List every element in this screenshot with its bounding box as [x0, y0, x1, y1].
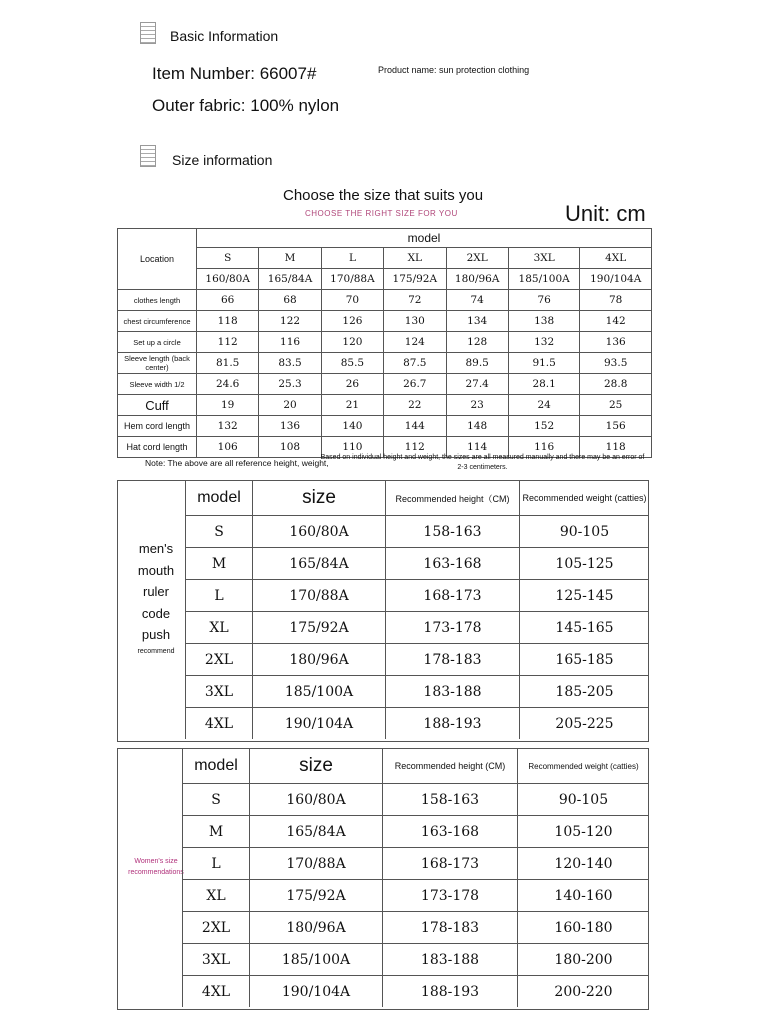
weight-cell: 145-165	[520, 612, 650, 644]
measurement-cell: 126	[321, 311, 383, 332]
measurement-cell: 19	[197, 395, 259, 416]
side-line: men's	[138, 541, 174, 556]
header-size: size	[250, 749, 383, 784]
measurement-cell: 108	[259, 437, 321, 458]
row-label: Sleeve width 1/2	[118, 374, 197, 395]
model-cell: XL	[183, 880, 250, 912]
measurement-cell: 91.5	[508, 353, 580, 374]
model-cell: S	[186, 516, 253, 548]
womens-side-label: Women's size recommendations	[128, 858, 184, 876]
measurement-cell: 156	[580, 416, 652, 437]
side-line: code	[141, 605, 171, 621]
location-header: Location	[118, 229, 197, 290]
measurement-cell: 21	[321, 395, 383, 416]
weight-cell: 105-125	[520, 548, 650, 580]
header-weight: Recommended weight (catties)	[518, 749, 650, 784]
measurement-cell: 112	[197, 332, 259, 353]
weight-cell: 90-105	[518, 784, 650, 816]
height-cell: 163-168	[386, 548, 520, 580]
product-name: Product name: sun protection clothing	[378, 65, 530, 75]
size-cell: 160/80A	[253, 516, 386, 548]
measurement-cell: 112	[384, 437, 446, 458]
recommendation-row	[183, 976, 650, 1008]
row-label: chest circumference	[118, 311, 197, 332]
spec-cell: 185/100A	[508, 269, 580, 290]
measurement-cell: 25	[580, 395, 652, 416]
spec-cell: 180/96A	[446, 269, 508, 290]
weight-cell: 160-180	[518, 912, 650, 944]
measurement-cell: 25.3	[259, 374, 321, 395]
model-cell: 4XL	[183, 976, 250, 1008]
recommendation-row	[186, 644, 650, 676]
model-cell: XL	[186, 612, 253, 644]
height-cell: 173-178	[386, 612, 520, 644]
unit-label: Unit: cm	[565, 201, 646, 226]
model-cell: M	[183, 816, 250, 848]
height-cell: 158-163	[386, 516, 520, 548]
measurement-cell: 116	[508, 437, 580, 458]
side-line: mouth	[137, 562, 175, 578]
measurement-cell: 152	[508, 416, 580, 437]
measurement-cell: 78	[580, 290, 652, 311]
weight-cell: 105-120	[518, 816, 650, 848]
measurement-cell: 116	[259, 332, 321, 353]
measurement-cell: 136	[580, 332, 652, 353]
recommendation-row	[186, 708, 650, 740]
model-cell: L	[183, 848, 250, 880]
size-cell: 3XL	[508, 248, 580, 269]
recommendation-row	[183, 816, 650, 848]
measurement-cell: 87.5	[384, 353, 446, 374]
weight-cell: 140-160	[518, 880, 650, 912]
measurement-cell: 132	[197, 416, 259, 437]
document-icon	[140, 145, 156, 167]
size-cell: 180/96A	[250, 912, 383, 944]
header-size: size	[253, 481, 386, 516]
measurement-cell: 28.1	[508, 374, 580, 395]
measurement-cell: 27.4	[446, 374, 508, 395]
size-cell: M	[259, 248, 321, 269]
size-cell: 190/104A	[253, 708, 386, 740]
measurement-cell: 70	[321, 290, 383, 311]
measurement-cell: 20	[259, 395, 321, 416]
spec-cell: 160/80A	[197, 269, 259, 290]
weight-cell: 205-225	[520, 708, 650, 740]
model-cell: M	[186, 548, 253, 580]
womens-table	[182, 749, 649, 1007]
measurement-cell: 76	[508, 290, 580, 311]
measurement-cell: 140	[321, 416, 383, 437]
height-cell: 188-193	[386, 708, 520, 740]
weight-cell: 165-185	[520, 644, 650, 676]
size-subtitle: CHOOSE THE RIGHT SIZE FOR YOU	[305, 209, 458, 218]
measurement-row	[118, 416, 652, 437]
measurement-cell: 114	[446, 437, 508, 458]
measurement-cell: 68	[259, 290, 321, 311]
header-weight: Recommended weight (catties)	[520, 481, 650, 516]
measurement-cell: 93.5	[580, 353, 652, 374]
spec-cell: 190/104A	[580, 269, 652, 290]
mens-side-label	[122, 538, 190, 658]
recommendation-row	[183, 784, 650, 816]
measurement-cell: 83.5	[259, 353, 321, 374]
size-cell: 185/100A	[250, 944, 383, 976]
recommendation-row	[183, 880, 650, 912]
measurement-cell: 124	[384, 332, 446, 353]
size-cell: 180/96A	[253, 644, 386, 676]
measurement-table	[117, 228, 652, 458]
weight-cell: 180-200	[518, 944, 650, 976]
measurement-cell: 23	[446, 395, 508, 416]
fabric-info: Outer fabric: 100% nylon	[152, 96, 340, 115]
measurement-cell: 22	[384, 395, 446, 416]
recommendation-row	[183, 944, 650, 976]
size-info-heading: Size information	[172, 152, 273, 168]
measurement-cell: 74	[446, 290, 508, 311]
height-cell: 168-173	[386, 580, 520, 612]
height-cell: 178-183	[386, 644, 520, 676]
measurement-cell: 118	[197, 311, 259, 332]
measurement-row	[118, 374, 652, 395]
measurement-cell: 148	[446, 416, 508, 437]
height-cell: 183-188	[386, 676, 520, 708]
recommendation-row	[183, 912, 650, 944]
recommendation-row	[186, 548, 650, 580]
measurement-cell: 89.5	[446, 353, 508, 374]
measurement-row	[118, 395, 652, 416]
note-text: Note: The above are all reference height, weight,	[145, 458, 329, 468]
measurement-cell: 134	[446, 311, 508, 332]
measurement-cell: 26.7	[384, 374, 446, 395]
measurement-cell: 81.5	[197, 353, 259, 374]
side-small: recommend	[137, 647, 175, 655]
measurement-cell: 144	[384, 416, 446, 437]
weight-cell: 90-105	[520, 516, 650, 548]
size-cell: 165/84A	[250, 816, 383, 848]
weight-cell: 125-145	[520, 580, 650, 612]
size-cell: 170/88A	[253, 580, 386, 612]
height-cell: 173-178	[383, 880, 518, 912]
measurement-cell: 110	[321, 437, 383, 458]
measurement-cell: 142	[580, 311, 652, 332]
size-cell: 2XL	[446, 248, 508, 269]
row-label: Hem cord length	[118, 416, 197, 437]
height-cell: 168-173	[383, 848, 518, 880]
measurement-cell: 72	[384, 290, 446, 311]
weight-cell: 200-220	[518, 976, 650, 1008]
size-cell: 185/100A	[253, 676, 386, 708]
model-cell: 2XL	[186, 644, 253, 676]
size-cell: 165/84A	[253, 548, 386, 580]
row-label: Sleeve length (back center)	[118, 353, 197, 374]
weight-cell: 185-205	[520, 676, 650, 708]
measurement-cell: 128	[446, 332, 508, 353]
recommendation-row	[183, 848, 650, 880]
measurement-cell: 130	[384, 311, 446, 332]
size-cell: 175/92A	[250, 880, 383, 912]
measurement-row	[118, 353, 652, 374]
item-number: Item Number: 66007#	[152, 64, 317, 83]
recommendation-row	[186, 580, 650, 612]
note-detail: Based on individual height and weight, the sizes are all measured manually and there may be an error of 2-3 centimeters.	[320, 454, 645, 471]
mens-table	[185, 481, 649, 739]
size-title: Choose the size that suits you	[283, 187, 484, 204]
model-cell: 2XL	[183, 912, 250, 944]
measurement-cell: 138	[508, 311, 580, 332]
size-cell: L	[321, 248, 383, 269]
row-label: Set up a circle	[118, 332, 197, 353]
row-label: Cuff	[118, 395, 197, 416]
model-cell: 3XL	[183, 944, 250, 976]
height-cell: 183-188	[383, 944, 518, 976]
size-cell: S	[197, 248, 259, 269]
measurement-cell: 66	[197, 290, 259, 311]
size-cell: 190/104A	[250, 976, 383, 1008]
measurement-cell: 132	[508, 332, 580, 353]
size-cell: XL	[384, 248, 446, 269]
measurement-row	[118, 311, 652, 332]
header-height: Recommended height (CM)	[383, 749, 518, 784]
size-cell: 175/92A	[253, 612, 386, 644]
header-model: model	[186, 481, 253, 516]
measurement-cell: 24.6	[197, 374, 259, 395]
document-icon	[140, 22, 156, 44]
size-cell: 160/80A	[250, 784, 383, 816]
spec-cell: 175/92A	[384, 269, 446, 290]
weight-cell: 120-140	[518, 848, 650, 880]
measurement-cell: 85.5	[321, 353, 383, 374]
recommendation-row	[186, 612, 650, 644]
height-cell: 158-163	[383, 784, 518, 816]
height-cell: 178-183	[383, 912, 518, 944]
header-model: model	[183, 749, 250, 784]
model-header: model	[197, 229, 652, 248]
measurement-cell: 122	[259, 311, 321, 332]
size-cell: 4XL	[580, 248, 652, 269]
measurement-row	[118, 332, 652, 353]
spec-cell: 170/88A	[321, 269, 383, 290]
height-cell: 163-168	[383, 816, 518, 848]
model-cell: 4XL	[186, 708, 253, 740]
measurement-cell: 118	[580, 437, 652, 458]
measurement-cell: 26	[321, 374, 383, 395]
measurement-cell: 120	[321, 332, 383, 353]
side-line: ruler	[142, 584, 169, 599]
model-cell: 3XL	[186, 676, 253, 708]
spec-cell: 165/84A	[259, 269, 321, 290]
model-cell: S	[183, 784, 250, 816]
row-label: Hat cord length	[118, 437, 197, 458]
row-label: clothes length	[118, 290, 197, 311]
side-line: push	[141, 627, 171, 642]
measurement-cell: 28.8	[580, 374, 652, 395]
measurement-cell: 106	[197, 437, 259, 458]
measurement-cell: 24	[508, 395, 580, 416]
header-height: Recommended height（CM)	[386, 481, 520, 516]
recommendation-row	[186, 676, 650, 708]
recommendation-row	[186, 516, 650, 548]
measurement-cell: 136	[259, 416, 321, 437]
measurement-row	[118, 290, 652, 311]
size-cell: 170/88A	[250, 848, 383, 880]
height-cell: 188-193	[383, 976, 518, 1008]
basic-info-heading: Basic Information	[170, 28, 279, 44]
model-cell: L	[186, 580, 253, 612]
